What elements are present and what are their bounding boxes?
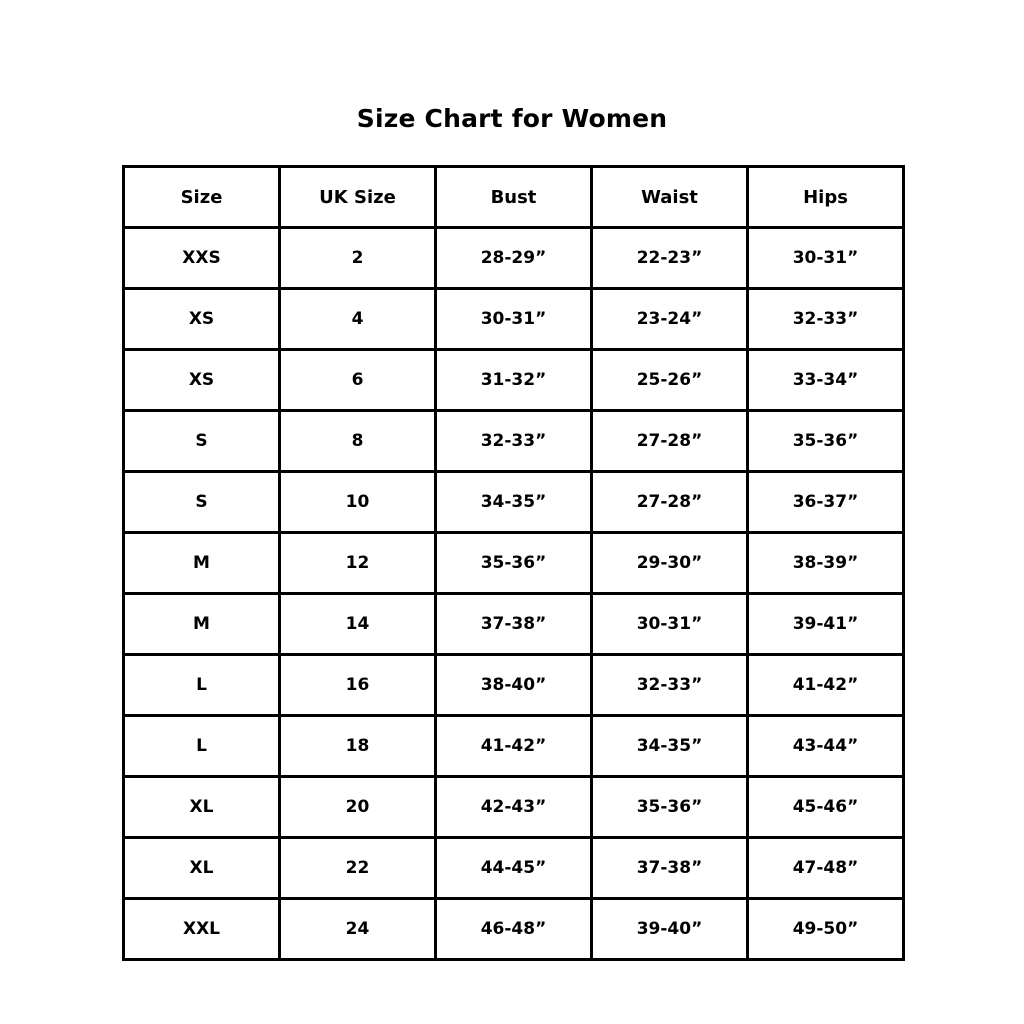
cell-waist: 35-36” (592, 777, 748, 838)
table-header (124, 167, 904, 228)
cell-bust: 44-45” (436, 838, 592, 899)
cell-size: XS (124, 350, 280, 411)
cell-size: XXS (124, 228, 280, 289)
cell-size: S (124, 411, 280, 472)
size-chart-table (122, 165, 905, 961)
table-row (124, 350, 904, 411)
cell-uk-size: 8 (280, 411, 436, 472)
table-row (124, 533, 904, 594)
cell-bust: 46-48” (436, 899, 592, 960)
table-body (124, 228, 904, 960)
column-header-hips: Hips (748, 167, 904, 228)
table-row (124, 655, 904, 716)
cell-waist: 37-38” (592, 838, 748, 899)
cell-waist: 32-33” (592, 655, 748, 716)
cell-size: XXL (124, 899, 280, 960)
cell-size: XL (124, 838, 280, 899)
column-header-bust: Bust (436, 167, 592, 228)
cell-size: L (124, 716, 280, 777)
cell-waist: 25-26” (592, 350, 748, 411)
cell-bust: 35-36” (436, 533, 592, 594)
table-row (124, 411, 904, 472)
cell-bust: 34-35” (436, 472, 592, 533)
cell-bust: 37-38” (436, 594, 592, 655)
cell-bust: 42-43” (436, 777, 592, 838)
cell-uk-size: 12 (280, 533, 436, 594)
cell-bust: 31-32” (436, 350, 592, 411)
cell-waist: 27-28” (592, 411, 748, 472)
column-header-size: Size (124, 167, 280, 228)
cell-hips: 36-37” (748, 472, 904, 533)
cell-waist: 23-24” (592, 289, 748, 350)
table-row (124, 899, 904, 960)
cell-uk-size: 4 (280, 289, 436, 350)
cell-uk-size: 14 (280, 594, 436, 655)
cell-uk-size: 2 (280, 228, 436, 289)
cell-hips: 32-33” (748, 289, 904, 350)
table-row (124, 472, 904, 533)
table-row (124, 777, 904, 838)
cell-uk-size: 6 (280, 350, 436, 411)
cell-uk-size: 10 (280, 472, 436, 533)
cell-hips: 45-46” (748, 777, 904, 838)
cell-hips: 33-34” (748, 350, 904, 411)
table-row (124, 716, 904, 777)
table-row (124, 838, 904, 899)
cell-uk-size: 18 (280, 716, 436, 777)
table-row (124, 289, 904, 350)
cell-bust: 41-42” (436, 716, 592, 777)
cell-size: M (124, 594, 280, 655)
size-chart-table-container (122, 165, 902, 961)
column-header-uk-size: UK Size (280, 167, 436, 228)
table-row (124, 228, 904, 289)
cell-size: XL (124, 777, 280, 838)
cell-bust: 32-33” (436, 411, 592, 472)
cell-waist: 27-28” (592, 472, 748, 533)
cell-size: S (124, 472, 280, 533)
cell-size: XS (124, 289, 280, 350)
cell-uk-size: 22 (280, 838, 436, 899)
cell-hips: 38-39” (748, 533, 904, 594)
column-header-waist: Waist (592, 167, 748, 228)
cell-bust: 38-40” (436, 655, 592, 716)
cell-waist: 30-31” (592, 594, 748, 655)
cell-size: M (124, 533, 280, 594)
cell-hips: 39-41” (748, 594, 904, 655)
cell-bust: 28-29” (436, 228, 592, 289)
page-title: Size Chart for Women (356, 104, 668, 133)
cell-hips: 41-42” (748, 655, 904, 716)
table-header-row (124, 167, 904, 228)
cell-uk-size: 24 (280, 899, 436, 960)
cell-hips: 43-44” (748, 716, 904, 777)
cell-hips: 49-50” (748, 899, 904, 960)
cell-hips: 47-48” (748, 838, 904, 899)
cell-bust: 30-31” (436, 289, 592, 350)
cell-size: L (124, 655, 280, 716)
cell-waist: 29-30” (592, 533, 748, 594)
cell-waist: 22-23” (592, 228, 748, 289)
cell-uk-size: 16 (280, 655, 436, 716)
cell-uk-size: 20 (280, 777, 436, 838)
table-row (124, 594, 904, 655)
cell-waist: 39-40” (592, 899, 748, 960)
cell-waist: 34-35” (592, 716, 748, 777)
cell-hips: 30-31” (748, 228, 904, 289)
cell-hips: 35-36” (748, 411, 904, 472)
